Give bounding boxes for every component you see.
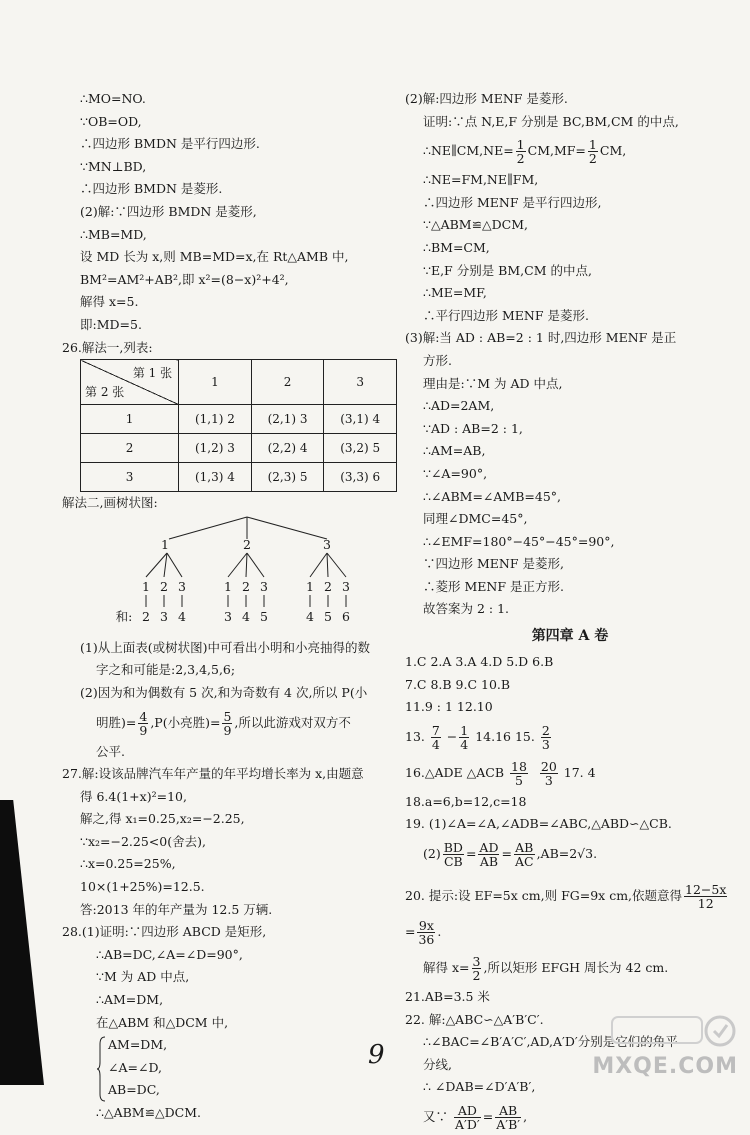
tree-node: 1: [161, 536, 169, 552]
text-fragment: ,所以矩形 EFGH 周长为 42 cm.: [483, 960, 669, 976]
tree-sum: 5: [324, 608, 332, 624]
answer-line-19b: (2) $\frac{BD}{CB}$ = $\frac{AD}{AB}$ = $\frac{AB}{AC}$ ,AB=2√3.: [423, 840, 598, 870]
answer-line: 18.a=6,b=12,c=18: [405, 793, 527, 809]
brace-icon: [96, 1036, 106, 1102]
table-cell: (1,1) 2: [179, 405, 252, 434]
text-line: ∴四边形 BMDN 是平行四边形.: [80, 136, 260, 152]
outcome-table: [80, 359, 397, 492]
tree-diagram: [62, 515, 382, 637]
text-line: AM=DM,: [108, 1037, 168, 1053]
problem-26-title: 26.解法一,列表:: [62, 339, 153, 355]
text-line: ∴菱形 MENF 是正方形.: [423, 578, 564, 594]
tree-sum: 6: [342, 608, 350, 624]
text-line: ∴MO=NO.: [80, 91, 146, 106]
table-row-header: 1: [81, 405, 179, 434]
fraction: $\frac{1}{4}$: [460, 722, 469, 752]
text-line: 得 6.4(1+x)²=10,: [80, 788, 187, 804]
text-line: ∵∠A=90°,: [423, 465, 488, 481]
method-two-label: 解法二,画树状图:: [62, 495, 158, 511]
text-line: ∴AD=2AM,: [423, 398, 495, 414]
answer-line: 19. (1)∠A=∠A,∠ADB=∠ABC,△ABD∽△CB.: [405, 816, 672, 832]
text-line: 公平.: [96, 743, 125, 759]
text-fragment: CM,: [599, 143, 627, 159]
text-line: ∴ME=MF,: [423, 285, 487, 301]
text-line: ∴∠BAC=∠B′A′C′,AD,A′D′分别是它们的角平: [423, 1034, 678, 1050]
fraction: $\frac{1}{2}$: [588, 137, 597, 167]
text-line: ∴∠ABM=∠AMB=45°,: [423, 488, 562, 504]
tree-leaf: 3: [178, 578, 186, 594]
text-line: ∴AB=DC,∠A=∠D=90°,: [96, 946, 243, 962]
fraction: $\frac{AB}{AC}$: [514, 840, 534, 870]
answer-line: 7.C 8.B 9.C 10.B: [405, 676, 511, 692]
tree-sum-label: 和:: [115, 608, 133, 624]
text-line: ∴MB=MD,: [80, 226, 147, 242]
fraction: $\frac{BD}{CB}$: [443, 840, 463, 870]
text-line: 在△ABM 和△DCM 中,: [96, 1014, 229, 1030]
fraction: $\frac{12-5x}{12}$: [685, 882, 727, 912]
text-line: ∵AD : AB=2 : 1,: [423, 420, 523, 436]
text-line: 分线,: [423, 1056, 452, 1072]
text-line: ∵E,F 分别是 BM,CM 的中点,: [423, 262, 592, 278]
text-line: ∴∠EMF=180°−45°−45°=90°,: [423, 533, 615, 549]
tree-leaf: 2: [242, 578, 250, 594]
answer-line-20c: [405, 950, 735, 986]
scan-shadow: [0, 800, 44, 1085]
text-line: 解得 x=5.: [80, 294, 139, 310]
column-header-label: 第 1 张: [132, 366, 173, 381]
text-fragment: 17. 4: [559, 764, 596, 780]
text-line: 即:MD=5.: [80, 316, 142, 332]
tree-leaf: 3: [342, 578, 350, 594]
fraction: $\frac{5}{9}$: [223, 708, 232, 738]
text-line: ∴x=0.25=25%,: [80, 856, 176, 872]
text-fragment: (2): [423, 846, 441, 862]
text-fragment: 又∵: [423, 1109, 452, 1124]
table-cell: (2,1) 3: [251, 405, 324, 434]
text-line: ∴四边形 BMDN 是菱形.: [80, 181, 223, 197]
text-line: ∵四边形 MENF 是菱形,: [423, 556, 564, 572]
fraction: $\frac{18}{5}$: [511, 758, 527, 788]
text-line: 理由是:∵M 为 AD 中点,: [423, 375, 563, 391]
fraction: $\frac{9x}{36}$: [418, 918, 435, 948]
text-fragment: ∴NE∥CM,NE=: [423, 143, 514, 159]
text-line: ∵x₂=−2.25<0(舍去),: [80, 833, 206, 849]
tree-sum: 2: [142, 608, 150, 624]
text-line: ∠A=∠D,: [108, 1059, 162, 1075]
text-line: ∴BM=CM,: [423, 239, 490, 255]
text-line: ∴平行四边形 MENF 是菱形.: [423, 307, 589, 323]
text-line: ∵△ABM≌△DCM,: [423, 217, 529, 233]
table-header-row: [81, 360, 397, 405]
fraction: $\frac{1}{2}$: [516, 137, 525, 167]
tree-sum: 4: [178, 608, 186, 624]
left-column: [62, 88, 397, 1125]
text-line: AB=DC,: [108, 1082, 160, 1098]
text-line: BM²=AM²+AB²,即 x²=(8−x)²+4²,: [80, 271, 289, 287]
table-cell: (2,3) 5: [251, 463, 324, 492]
text-line: ∴△ABM≌△DCM.: [96, 1105, 202, 1120]
table-col-header: 3: [324, 360, 397, 405]
fraction: $\frac{AD}{A'D'}$: [454, 1103, 480, 1132]
midline-line: [405, 133, 735, 169]
text-fragment: 明胜)=: [96, 714, 137, 730]
right-column: [405, 88, 735, 1135]
answer-line: 21.AB=3.5 米: [405, 989, 490, 1005]
tree-leaf: 2: [324, 578, 332, 594]
text-fragment: 解得 x=: [423, 960, 470, 976]
text-fragment: ,P(小亮胜)=: [150, 714, 221, 730]
table-row-header: 2: [81, 434, 179, 463]
text-line: 故答案为 2 : 1.: [423, 601, 510, 617]
text-fragment: 16.△ADE △ACB: [405, 764, 509, 780]
text-line: (1)从上面表(或树状图)中可看出小明和小亮抽得的数: [80, 639, 370, 655]
table-cell: (3,2) 5: [324, 434, 397, 463]
answer-line-16: [405, 755, 735, 791]
text-line: ∴ ∠DAB=∠D′A′B′,: [423, 1079, 536, 1095]
text-line: ∴AM=DM,: [96, 992, 164, 1008]
fraction: $\frac{20}{3}$: [540, 758, 557, 788]
text-line: ∵MN⊥BD,: [80, 158, 147, 174]
row-header-label: 第 2 张: [85, 385, 125, 400]
text-line: 证明:∵点 N,E,F 分别是 BC,BM,CM 的中点,: [423, 113, 679, 129]
text-line: 设 MD 长为 x,则 MB=MD=x,在 Rt△AMB 中,: [80, 249, 349, 265]
tree-leaf: 1: [142, 578, 150, 594]
table-diagonal-header: [81, 360, 179, 405]
tree-sum: 4: [306, 608, 314, 624]
tree-leaf: 3: [260, 578, 268, 594]
tree-sum: 5: [260, 608, 268, 624]
fraction: $\frac{AD}{AB}$: [479, 840, 499, 870]
text-line: (2)解:∵四边形 BMDN 是菱形,: [80, 203, 257, 219]
answer-line-13: [405, 719, 735, 755]
fraction: $\frac{7}{4}$: [431, 722, 440, 752]
text-line: (2)因为和为偶数有 5 次,和为奇数有 4 次,所以 P(小: [80, 684, 368, 700]
text-line: 解之,得 x₁=0.25,x₂=−2.25,: [80, 811, 245, 827]
answer-line-22e: 又∵ $\frac{AD}{A'D'}$ = $\frac{AB}{A'B'}$ ,: [423, 1103, 528, 1132]
table-row: [81, 405, 397, 434]
watermark-text: MXQE.COM: [592, 1054, 738, 1079]
tree-node: 2: [243, 536, 251, 552]
tree-node: 3: [323, 536, 331, 552]
text-fragment: −: [442, 728, 458, 744]
answer-line: 1.C 2.A 3.A 4.D 5.D 6.B: [405, 654, 554, 670]
tree-sum: 4: [242, 608, 250, 624]
problem-28-title: 28.(1)证明:∵四边形 ABCD 是矩形,: [62, 924, 267, 940]
table-col-header: 1: [179, 360, 252, 405]
equation-system: [62, 1034, 397, 1102]
fraction: $\frac{2}{3}$: [541, 722, 550, 752]
tree-leaf: 1: [306, 578, 314, 594]
tree-leaf: 2: [160, 578, 168, 594]
text-fragment: 14.16 15.: [471, 728, 539, 744]
text-line: 10×(1+25%)=12.5.: [80, 879, 205, 895]
table-cell: (1,3) 4: [179, 463, 252, 492]
table-cell: (3,3) 6: [324, 463, 397, 492]
text-line: ∴AM=AB,: [423, 443, 486, 459]
text-fragment: 20. 提示:设 EF=5x cm,则 FG=9x cm,依题意得: [405, 888, 683, 904]
table-col-header: 2: [251, 360, 324, 405]
answer-line-20b: = $\frac{9x}{36}$ .: [405, 918, 442, 948]
text-line: 同理∠DMC=45°,: [423, 511, 528, 527]
fraction: $\frac{4}{9}$: [139, 708, 148, 738]
text-line: ∴四边形 MENF 是平行四边形,: [423, 194, 602, 210]
table-cell: (2,2) 4: [251, 434, 324, 463]
fraction: $\frac{AB}{A'B'}$: [496, 1103, 521, 1132]
text-fragment: ,所以此游戏对双方不: [234, 714, 351, 730]
page-number: 9: [368, 1040, 385, 1070]
tree-sum: 3: [160, 608, 168, 624]
text-line: 方形.: [423, 352, 452, 368]
text-line: ∵OB=OD,: [80, 113, 142, 129]
text-line: (3)解:当 AD : AB=2 : 1 时,四边形 MENF 是正: [405, 330, 677, 346]
fraction: $\frac{3}{2}$: [472, 954, 481, 984]
text-line: 字之和可能是:2,3,4,5,6;: [96, 662, 236, 678]
table-row-header: 3: [81, 463, 179, 492]
table-cell: (1,2) 3: [179, 434, 252, 463]
tree-leaf: 1: [224, 578, 232, 594]
answer-line: 22. 解:△ABC∽△A′B′C′.: [405, 1011, 544, 1027]
table-cell: (3,1) 4: [324, 405, 397, 434]
table-row: [81, 434, 397, 463]
text-line: ∴NE=FM,NE∥FM,: [423, 172, 539, 188]
text-line: 答:2013 年的年产量为 12.5 万辆.: [80, 901, 273, 917]
text-fragment: 13.: [405, 728, 429, 744]
text-line: (2)解:四边形 MENF 是菱形.: [405, 91, 568, 106]
text-line: ∵M 为 AD 中点,: [96, 969, 190, 985]
chapter-heading: 第四章 A 卷: [531, 628, 609, 645]
text-fragment: CM,MF=: [527, 143, 586, 159]
answer-line-20: [405, 878, 735, 914]
table-row: [81, 463, 397, 492]
tree-sum: 3: [224, 608, 232, 624]
text-fragment: ,AB=2√3.: [536, 846, 598, 862]
tree-diagram-svg: [62, 515, 382, 637]
probability-line: [62, 705, 397, 741]
problem-27-title: 27.解:设该品牌汽车年产量的年平均增长率为 x,由题意: [62, 766, 364, 782]
answer-line: 11.9 : 1 12.10: [405, 699, 493, 715]
